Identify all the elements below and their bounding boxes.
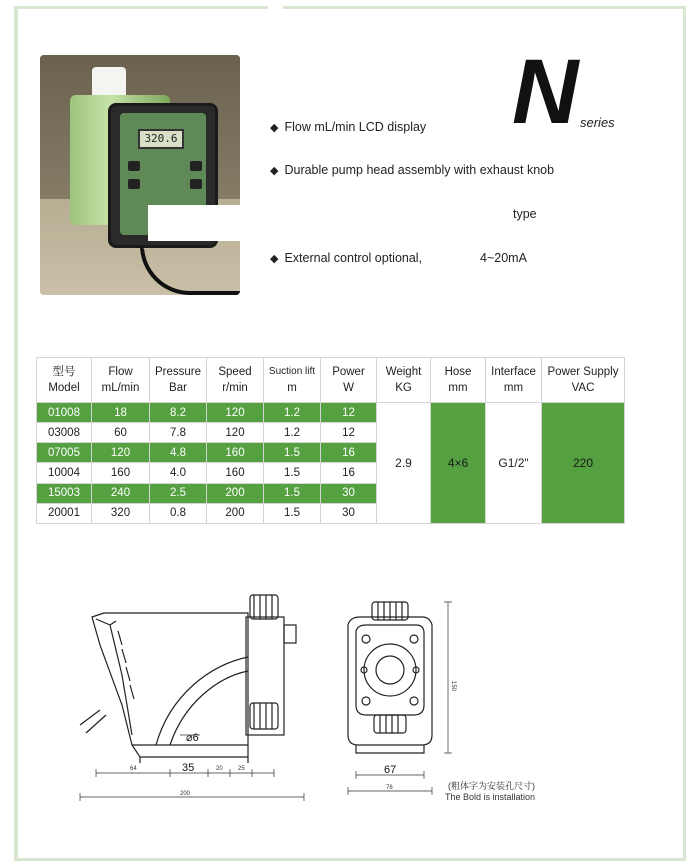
cell-suction: 1.5 bbox=[264, 483, 321, 503]
frame-right-border bbox=[683, 6, 686, 861]
front-view-drawing bbox=[348, 602, 432, 753]
cell-pressure: 4.8 bbox=[150, 443, 207, 463]
header-interface: Interface mm bbox=[486, 358, 542, 403]
cell-speed: 120 bbox=[207, 423, 264, 443]
header-model: 型号 Model bbox=[37, 358, 92, 403]
header-power: Power W bbox=[321, 358, 377, 403]
cell-model: 07005 bbox=[37, 443, 92, 463]
cell-model: 03008 bbox=[37, 423, 92, 443]
header-hose: Hose mm bbox=[431, 358, 486, 403]
installation-note-chinese: (粗体字为安装孔尺寸) bbox=[448, 781, 535, 791]
cell-power: 12 bbox=[321, 403, 377, 423]
cell-interface: G1/2" bbox=[486, 403, 542, 524]
cell-suction: 1.2 bbox=[264, 403, 321, 423]
cell-model: 15003 bbox=[37, 483, 92, 503]
dimension-67: 67 bbox=[384, 764, 397, 776]
feature-text: Durable pump head assembly with exhaust knob bbox=[284, 163, 555, 177]
cell-pressure: 7.8 bbox=[150, 423, 207, 443]
cell-power-supply: 220 bbox=[542, 403, 625, 524]
cell-suction: 1.5 bbox=[264, 463, 321, 483]
feature-text: External control optional, bbox=[284, 251, 423, 265]
n-series-logo bbox=[512, 41, 642, 143]
feature-item bbox=[270, 120, 426, 134]
cell-speed: 120 bbox=[207, 403, 264, 423]
pump-button bbox=[128, 179, 140, 189]
cell-flow: 320 bbox=[92, 503, 150, 523]
dimension-dia6: ⌀6 bbox=[186, 732, 199, 744]
dimension-200: 200 bbox=[180, 791, 191, 797]
pump-lcd-display: 320.6 bbox=[138, 129, 184, 149]
feature-text: type bbox=[513, 207, 537, 221]
cell-power: 16 bbox=[321, 463, 377, 483]
cell-flow: 60 bbox=[92, 423, 150, 443]
cell-model: 01008 bbox=[37, 403, 92, 423]
frame-left-border bbox=[14, 6, 18, 861]
dimension-20: 20 bbox=[216, 766, 223, 772]
dimension-64: 64 bbox=[130, 766, 137, 772]
cell-pressure: 2.5 bbox=[150, 483, 207, 503]
photo-redaction bbox=[148, 205, 240, 241]
diamond-bullet-icon: ◆ bbox=[270, 122, 279, 134]
diamond-bullet-icon: ◆ bbox=[270, 165, 279, 177]
cell-pressure: 0.8 bbox=[150, 503, 207, 523]
feature-item bbox=[513, 207, 537, 221]
feature-item bbox=[270, 251, 422, 265]
cell-flow: 120 bbox=[92, 443, 150, 463]
cell-flow: 18 bbox=[92, 403, 150, 423]
dimension-35: 35 bbox=[182, 762, 195, 774]
header-speed: Speed r/min bbox=[207, 358, 264, 403]
frame-top-border-right bbox=[283, 6, 683, 9]
cell-power: 30 bbox=[321, 483, 377, 503]
pump-button bbox=[190, 161, 202, 171]
cell-model: 10004 bbox=[37, 463, 92, 483]
feature-text: 4~20mA bbox=[480, 251, 527, 265]
cell-flow: 240 bbox=[92, 483, 150, 503]
cell-pressure: 4.0 bbox=[150, 463, 207, 483]
installation-note-english: The Bold is installation bbox=[445, 792, 536, 802]
dimension-150: 150 bbox=[450, 681, 456, 692]
pump-button bbox=[128, 161, 140, 171]
header-suction-lift: Suction lift m bbox=[264, 358, 321, 403]
header-flow: Flow mL/min bbox=[92, 358, 150, 403]
cell-suction: 1.5 bbox=[264, 503, 321, 523]
header-pressure: Pressure Bar bbox=[150, 358, 207, 403]
cell-speed: 200 bbox=[207, 483, 264, 503]
pump-button bbox=[190, 179, 202, 189]
cell-power: 12 bbox=[321, 423, 377, 443]
table-header-row bbox=[37, 358, 625, 403]
logo-letter: N bbox=[512, 41, 579, 143]
diamond-bullet-icon: ◆ bbox=[270, 253, 279, 265]
spec-table bbox=[36, 357, 625, 524]
cell-speed: 160 bbox=[207, 463, 264, 483]
frame-bottom-border bbox=[14, 858, 686, 861]
cell-weight: 2.9 bbox=[377, 403, 431, 524]
cell-speed: 200 bbox=[207, 503, 264, 523]
header-weight: Weight KG bbox=[377, 358, 431, 403]
dimension-76: 76 bbox=[386, 785, 393, 791]
cell-flow: 160 bbox=[92, 463, 150, 483]
table-row bbox=[37, 403, 625, 423]
cell-hose: 4×6 bbox=[431, 403, 486, 524]
cell-model: 20001 bbox=[37, 503, 92, 523]
cell-power: 16 bbox=[321, 443, 377, 463]
feature-item bbox=[480, 251, 527, 265]
product-photo bbox=[40, 55, 240, 295]
cell-speed: 160 bbox=[207, 443, 264, 463]
feature-item bbox=[270, 163, 554, 177]
cell-suction: 1.5 bbox=[264, 443, 321, 463]
cell-suction: 1.2 bbox=[264, 423, 321, 443]
dimension-25: 25 bbox=[238, 766, 245, 772]
logo-suffix: series bbox=[580, 115, 615, 130]
cell-power: 30 bbox=[321, 503, 377, 523]
technical-drawing bbox=[60, 585, 660, 815]
frame-top-border-left bbox=[18, 6, 268, 9]
header-power-supply: Power Supply VAC bbox=[542, 358, 625, 403]
feature-text: Flow mL/min LCD display bbox=[284, 120, 427, 134]
cell-pressure: 8.2 bbox=[150, 403, 207, 423]
